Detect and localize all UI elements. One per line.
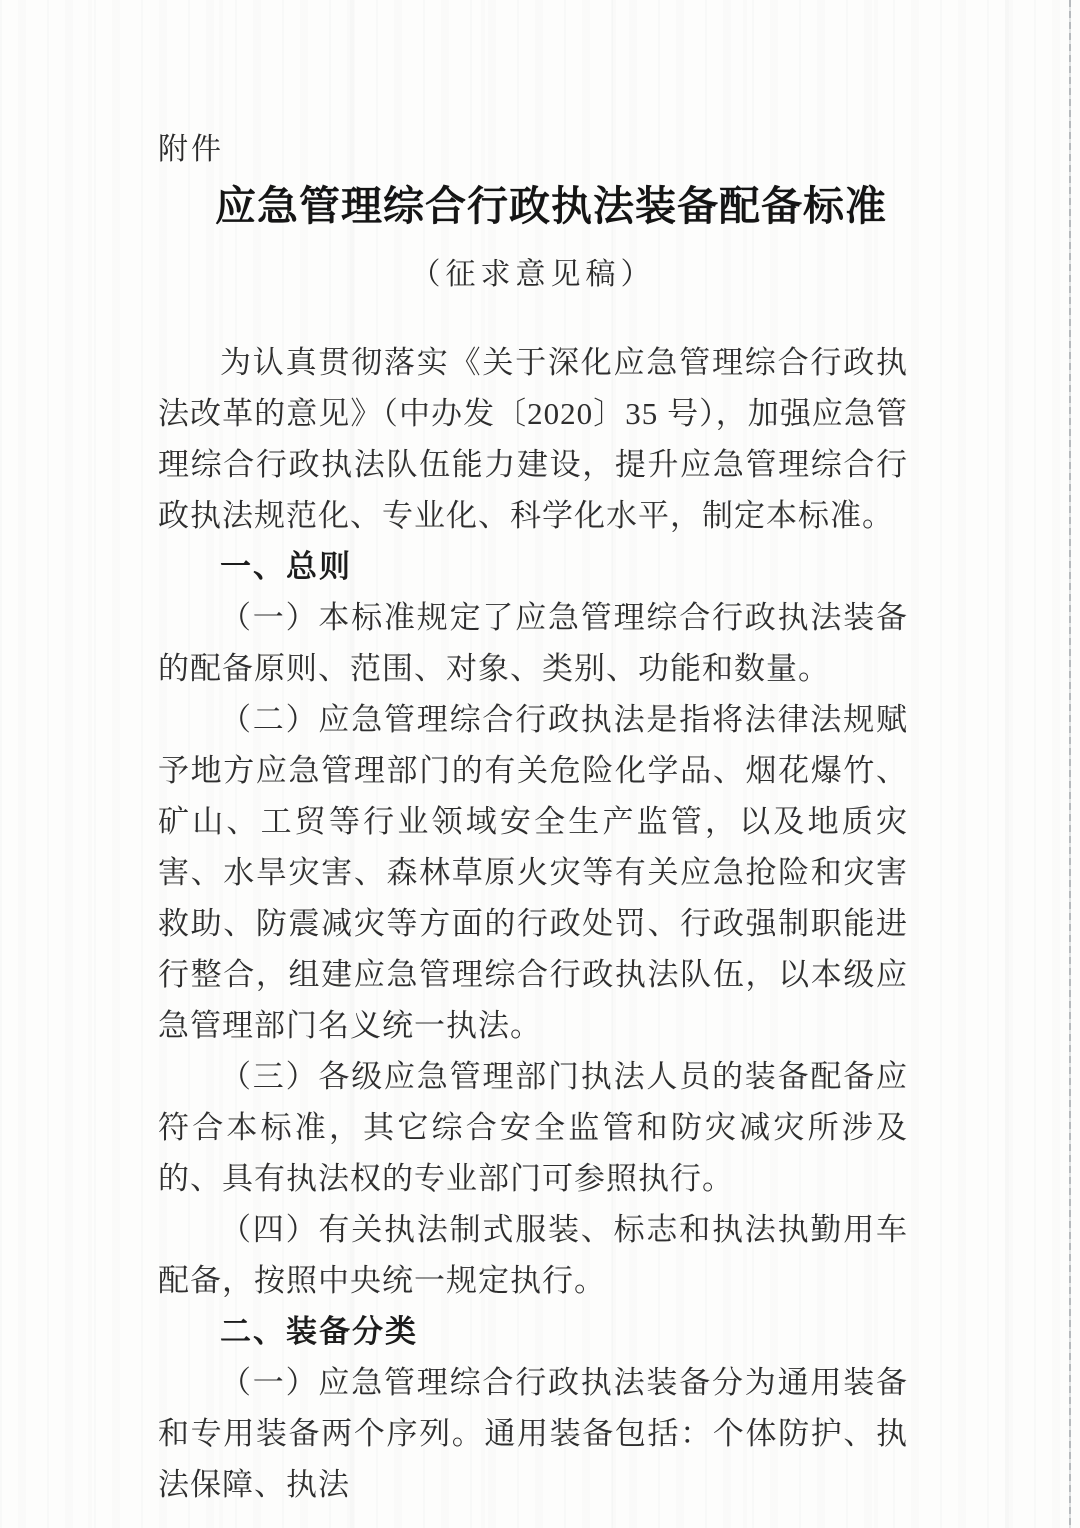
scan-artifact-line bbox=[1069, 0, 1071, 1528]
body-paragraph: 为认真贯彻落实《关于深化应急管理综合行政执法改革的意见》（中办发〔2020〕35 号），加强应急管理综合行政执法队伍能力建设，提升应急管理综合行政执法规范化、专业化、科学化水平，制定本标准。 bbox=[158, 345, 908, 534]
body-paragraph: （四）有关执法制式服装、标志和执法执勤用车配备，按照中央统一规定执行。 bbox=[158, 1212, 908, 1299]
document-title: 应急管理综合行政执法装备配备标准 bbox=[215, 183, 887, 229]
section-heading: 一、总则 bbox=[220, 549, 352, 585]
section-heading: 二、装备分类 bbox=[220, 1314, 418, 1350]
document-subtitle: （征求意见稿） bbox=[410, 258, 656, 292]
body-paragraph: （三）各级应急管理部门执法人员的装备配备应符合本标准，其它综合安全监管和防灾减灾所涉及的、具有执法权的专业部门可参照执行。 bbox=[158, 1059, 908, 1197]
document-body bbox=[158, 337, 908, 1510]
body-paragraph: （一）本标准规定了应急管理综合行政执法装备的配备原则、范围、对象、类别、功能和数量。 bbox=[158, 600, 908, 687]
document-content bbox=[158, 0, 908, 1510]
body-paragraph: （二）应急管理综合行政执法是指将法律法规赋予地方应急管理部门的有关危险化学品、烟花爆竹、矿山、工贸等行业领域安全生产监管，以及地质灾害、水旱灾害、森林草原火灾等有关应急抢险和灾害救助、防震减灾等方面的行政处罚、行政强制职能进行整合，组建应急管理综合行政执法队伍，以本级应急管理部门名义统一执法。 bbox=[158, 702, 908, 1044]
attachment-label: 附件 bbox=[158, 133, 224, 166]
body-paragraph: （一）应急管理综合行政执法装备分为通用装备和专用装备两个序列。通用装备包括：个体防护、执法保障、执法 bbox=[158, 1365, 908, 1503]
